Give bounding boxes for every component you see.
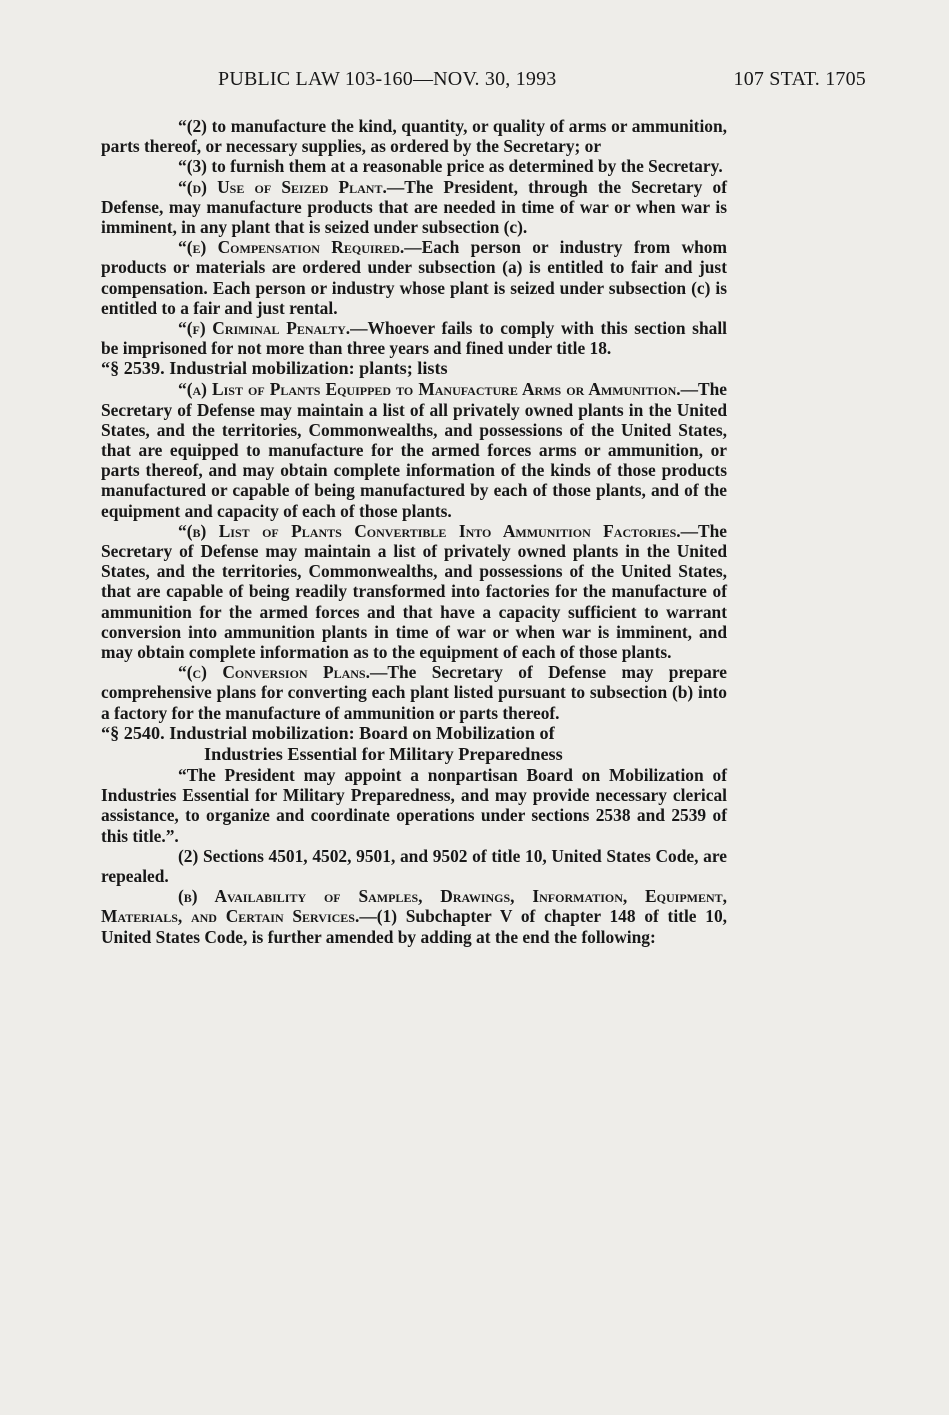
paragraph-a-list-plants	[101, 379, 727, 520]
paragraph-f-text: —Whoever fails to comply with this section shall be imprisoned for not more than three years and fined under title 18.	[101, 318, 727, 359]
paragraph-2-manufacture: “(2) to manufacture the kind, quantity, or quality of arms or ammunition, parts thereof, or necessary supplies, as ordered by the Secretary; or	[101, 116, 727, 157]
paragraph-d-seized-plant	[101, 177, 727, 238]
body-text	[101, 116, 727, 947]
paragraph-a-text: —The Secretary of Defense may maintain a list of all privately owned plants in the United States, and the territories, Commonwealths, and possessions of the United States, that are equipped to manufacture for the armed forces arms or ammunition, or parts thereof, and may obtain complete information of the kinds of those products manufactured or capable of being manufactured by each of those plants, and of the equipment and capacity of each of those plants.	[101, 379, 727, 521]
paragraph-b-label: “(b) List of Plants Convertible Into Ammunition Factories.	[178, 520, 681, 541]
paragraph-b-text: —The Secretary of Defense may maintain a list of privately owned plants in the United States, and the territories, Commonwealths, and possessions of the United States, that are capable of being readily transformed into factories for the manufacture of ammunition for the armed forces and that have a capacity sufficient to warrant conversion into ammunition plants in time of war or when war is imminent, and may obtain complete information as to the equipment of each of those plants.	[101, 520, 727, 663]
paragraph-b-convertible-plants	[101, 521, 727, 662]
paragraph-availability-text: —(1) Subchapter V of chapter 148 of title 10, United States Code, is further amended by adding at the end the following:	[101, 906, 727, 947]
running-header	[100, 68, 866, 98]
paragraph-a-label: “(a) List of Plants Equipped to Manufacture Arms or Ammunition.	[178, 379, 681, 400]
paragraph-c-text: —The Secretary of Defense may prepare comprehensive plans for converting each plant listed pursuant to subsection (b) into a factory for the manufacture of ammunition or parts thereof.	[101, 662, 728, 723]
paragraph-availability-label: (b) Availability of Samples, Drawings, Information, Equipment, Materials, and Certain Services.	[101, 886, 727, 927]
header-public-law: PUBLIC LAW 103-160—NOV. 30, 1993	[218, 68, 557, 90]
paragraph-d-text: —The President, through the Secretary of Defense, may manufacture products that are needed in time of war or when war is imminent, in any plant that is seized under subsection (c).	[101, 176, 727, 238]
header-stat-page: 107 STAT. 1705	[733, 68, 866, 90]
paragraph-d-label: “(d) Use of Seized Plant.	[178, 176, 387, 197]
paragraph-e-text: —Each person or industry from whom products or materials are ordered under subsection (a) is entitled to fair and just compensation. Each person or industry whose plant is seized under subsection (c) is entitled to a fair and just rental.	[101, 237, 727, 318]
paragraph-sections-repealed: (2) Sections 4501, 4502, 9501, and 9502 of title 10, United States Code, are repealed.	[101, 845, 727, 886]
section-2540-heading-line2: Industries Essential for Military Preparedness	[204, 743, 563, 764]
section-2540-heading-line1: “§ 2540. Industrial mobilization: Board on Mobilization of	[101, 722, 555, 743]
paragraph-c-label: “(c) Conversion Plans.	[178, 662, 370, 683]
paragraph-f-label: “(f) Criminal Penalty.	[178, 318, 351, 339]
paragraph-3-furnish: “(3) to furnish them at a reasonable price as determined by the Secretary.	[178, 156, 723, 177]
paragraph-c-conversion-plans	[101, 662, 727, 723]
section-2539-heading: “§ 2539. Industrial mobilization: plants; lists	[101, 358, 448, 379]
paragraph-e-compensation	[101, 237, 727, 318]
paragraph-e-label: “(e) Compensation Required.	[178, 237, 405, 258]
paragraph-board-appointment: “The President may appoint a nonpartisan Board on Mobilization of Industries Essential for Military Preparedness, and may provide necessary clerical assistance, to organize and coordinate operations under sections 2538 and 2539 of this title.”.	[101, 764, 727, 846]
section-2540-heading	[101, 723, 727, 765]
paragraph-b-availability	[101, 886, 727, 947]
paragraph-f-penalty	[101, 318, 727, 358]
